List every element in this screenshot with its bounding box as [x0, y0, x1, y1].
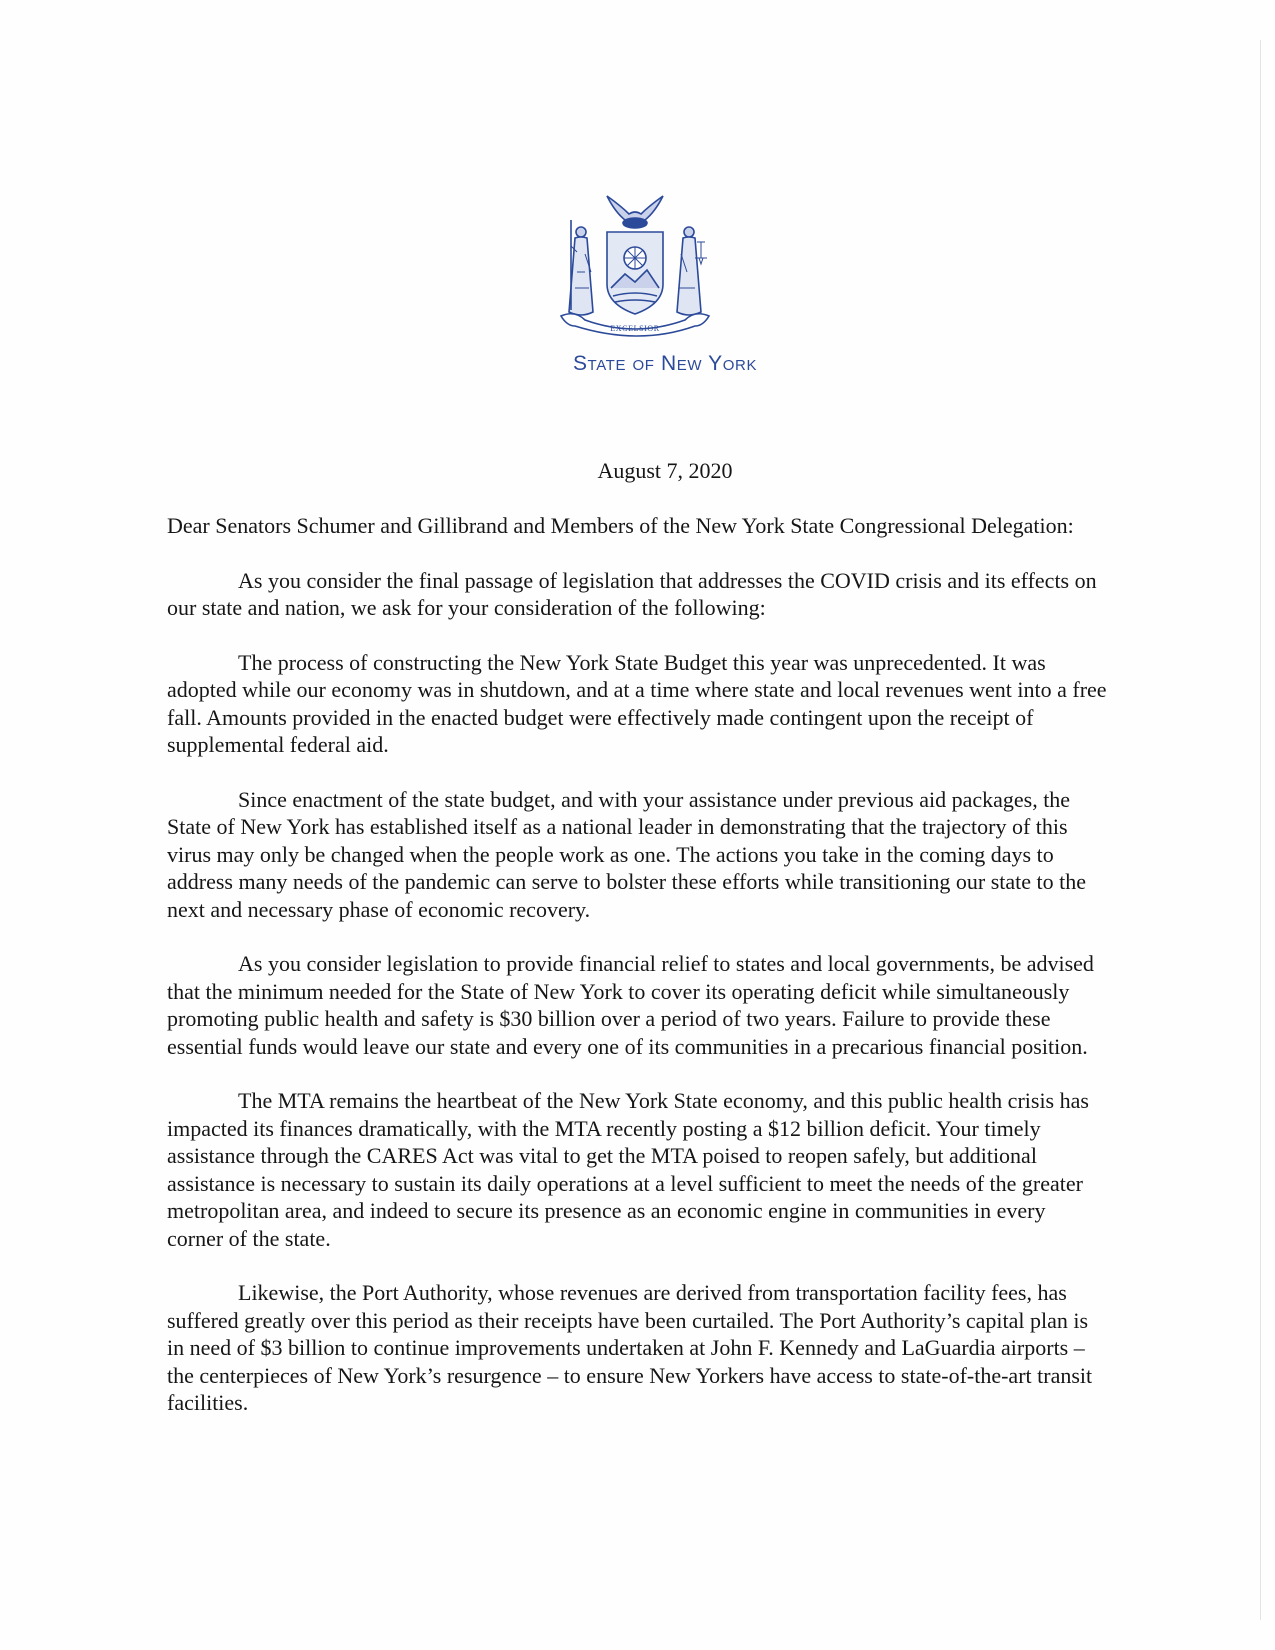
seal-motto: EXCELSIOR — [610, 324, 660, 333]
new-york-state-seal-icon — [555, 192, 715, 344]
paragraph-mta: The MTA remains the heartbeat of the New York State economy, and this public health crisis has impacted its finances dramatically, with the MTA recently posting a $12 billion deficit. Your timely assistance through the CARES Act was vital to get the MTA poised to reopen safely, but additional assistance is necessary to sustain its daily operations at a level sufficient to meet the needs of the greater metropolitan area, and indeed to secure its presence as an economic engine in communities in every corner of the state. — [167, 1088, 1089, 1251]
letter-date: August 7, 2020 — [597, 458, 733, 483]
paragraph-state-budget: The process of constructing the New York State Budget this year was unprecedented. It was adopted while our economy was in shutdown, and at a time where state and local revenues went into a free fall. Amounts provided in the enacted budget were effectively made contingent upon the receipt of supplemental federal aid. — [167, 649, 1107, 757]
paragraph-financial-relief: As you consider legislation to provide financial relief to states and local governments, be advised that the minimum needed for the State of New York to cover its operating deficit while simultaneously promoting public health and safety is $30 billion over a period of two years. Failure to provide these essential funds would leave our state and every one of its communities in a precarious financial position. — [167, 951, 1094, 1059]
salutation: Dear Senators Schumer and Gillibrand and Members of the New York State Congressional Delegation: — [167, 513, 1074, 538]
letter-body — [167, 512, 1107, 1417]
paragraph-introduction: As you consider the final passage of legislation that addresses the COVID crisis and its effects on our state and nation, we ask for your consideration of the following: — [167, 567, 1097, 620]
letterhead-state-name: State of New York — [572, 352, 758, 375]
scan-edge-line — [1260, 40, 1261, 1620]
paragraph-port-authority: Likewise, the Port Authority, whose revenues are derived from transportation facility fees, has suffered greatly over this period as their receipts have been curtailed. The Port Authority’s capital plan is in need of $3 billion to continue improvements undertaken at John F. Kennedy and LaGuardia airports – the centerpieces of New York’s resurgence – to ensure New Yorkers have access to state-of-the-art transit facilities. — [167, 1280, 1093, 1415]
paragraph-national-leader: Since enactment of the state budget, and with your assistance under previous aid packages, the State of New York has established itself as a national leader in demonstrating that the trajectory of this virus may only be changed when the people work as one. The actions you take in the coming days to address many needs of the pandemic can serve to bolster these efforts while transitioning our state to the next and necessary phase of economic recovery. — [167, 786, 1087, 922]
